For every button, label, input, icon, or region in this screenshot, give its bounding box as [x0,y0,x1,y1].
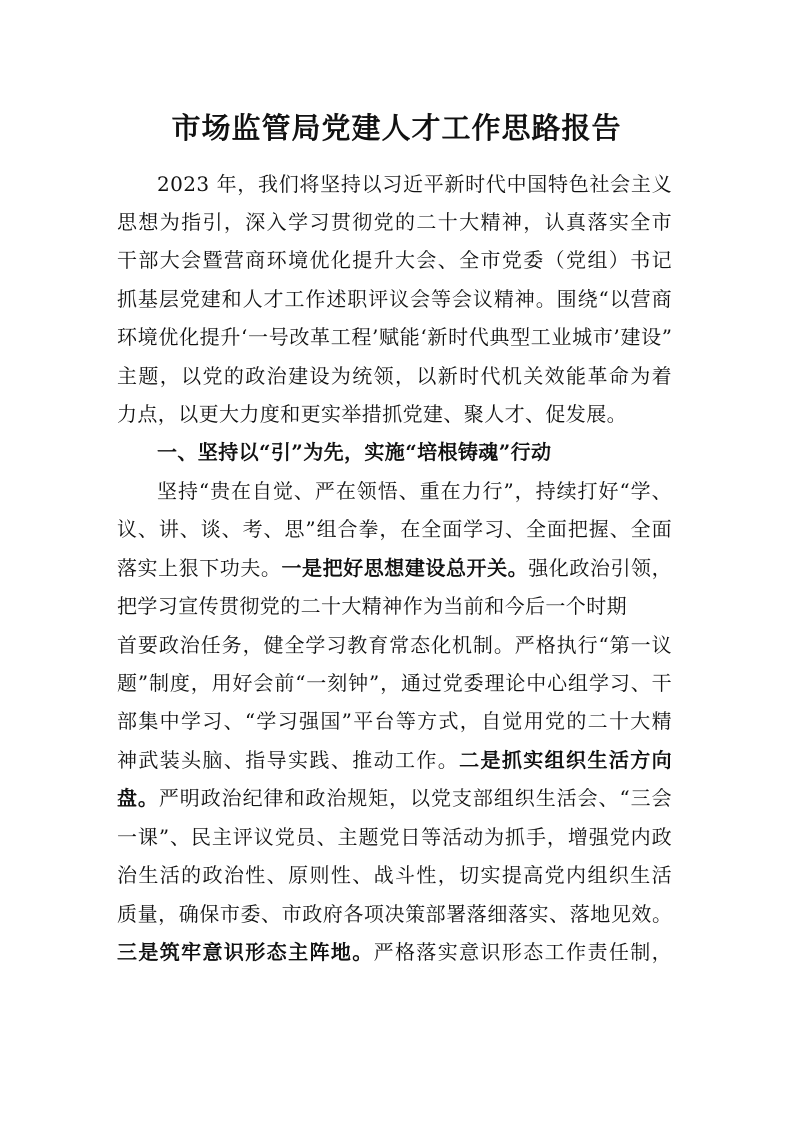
intro-line: 力点，以更大力度和更实举措抓党建、聚人才、促发展。 [117,402,627,426]
body-line: 坚持“贵在自觉、严在领悟、重在力行”，持续打好“学、 [157,479,672,503]
body-text: 强化政治引领， [528,556,672,580]
body-text: 神武装头脑、指导实践、推动工作。 [117,748,460,772]
body-text: 严明政治纪律和政治规矩，以党支部组织生活会、“三会 [158,786,672,810]
intro-line: 主题，以党的政治建设为统领，以新时代机关效能革命为着 [117,364,672,388]
body-line [117,741,672,779]
body-line: 一课”、民主评议党员、主题党日等活动为抓手，增强党内政 [117,825,672,849]
body-line [117,933,672,971]
intro-line: 思想为指引，深入学习贯彻党的二十大精神，认真落实全市 [117,210,672,234]
body-line: 质量，确保市委、市政府各项决策部署落细落实、落地见效。 [117,902,672,926]
body-line: 议、讲、谈、考、思”组合拳，在全面学习、全面把握、全面 [117,517,672,541]
point-heading: 二是抓实组织生活方向 [459,748,672,772]
section-heading: 一、坚持以“引”为先，实施“培根铸魂”行动 [157,440,552,464]
point-heading: 一是把好思想建设总开关。 [281,556,529,580]
intro-line: 环境优化提升‘一号改革工程’赋能‘新时代典型工业城市’建设” [117,325,672,349]
body-line [117,779,672,817]
body-line [117,549,672,587]
point-heading: 三是筑牢意识形态主阵地。 [117,940,374,964]
intro-line: 干部大会暨营商环境优化提升大会、全市党委（党组）书记 [117,248,672,272]
point-heading: 盘。 [117,786,159,810]
body-line: 把学习宣传贯彻党的二十大精神作为当前和今后一个时期 [117,594,627,618]
body-line: 首要政治任务，健全学习教育常态化机制。严格执行“第一议 [117,633,672,657]
intro-line: 2023 年，我们将坚持以习近平新时代中国特色社会主义 [157,172,672,196]
body-text: 落实上狠下功夫。 [117,556,282,580]
intro-line: 抓基层党建和人才工作述职评议会等会议精神。围绕“以营商 [117,287,672,311]
body-text: 严格落实意识形态工作责任制， [373,940,672,964]
body-line: 题”制度，用好会前“一刻钟”，通过党委理论中心组学习、干 [117,671,672,695]
document-title: 市场监管局党建人才工作思路报告 [171,111,622,145]
body-line: 治生活的政治性、原则性、战斗性，切实提高党内组织生活 [117,863,672,887]
body-line: 部集中学习、“学习强国”平台等方式，自觉用党的二十大精 [117,709,672,733]
